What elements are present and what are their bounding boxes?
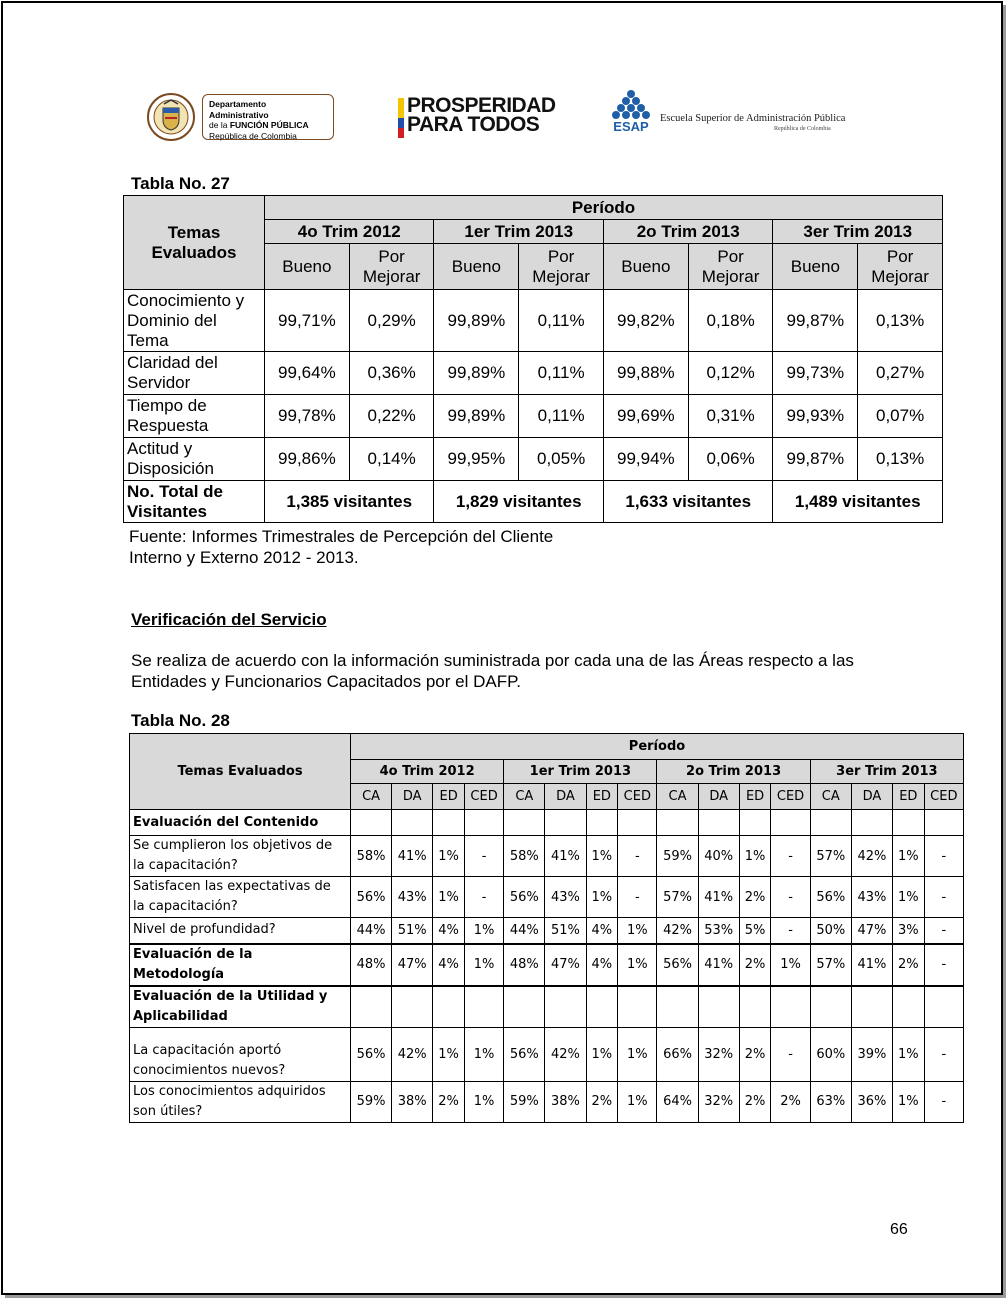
- t28-cell: 4%: [433, 944, 465, 986]
- t27-row-label: Tiempo de Respuesta: [124, 395, 265, 438]
- t27-total-3: 1,633 visitantes: [603, 481, 772, 523]
- t28-row-label: Se cumplieron los objetivos de la capacitación?: [130, 836, 351, 877]
- page-number: 66: [890, 1221, 908, 1238]
- t28-cell: -: [771, 1027, 810, 1081]
- t28-cell: 1%: [771, 944, 810, 986]
- t28-cell: 1%: [618, 944, 657, 986]
- t28-cell: 1%: [464, 1081, 503, 1122]
- t27-total-4: 1,489 visitantes: [773, 481, 943, 523]
- t28-sub-header: CED: [771, 784, 810, 810]
- t28-cell: [392, 810, 433, 836]
- t28-cell: 43%: [851, 877, 892, 918]
- table-row: [130, 1081, 964, 1122]
- t27-cell: 0,11%: [519, 352, 604, 395]
- t28-row-label: Nivel de profundidad?: [130, 918, 351, 944]
- t28-cell: -: [771, 836, 810, 877]
- t28-cell: [739, 810, 771, 836]
- prosperidad-logo: [398, 96, 558, 140]
- t28-cell: [698, 986, 739, 1028]
- table-28: [129, 733, 964, 1123]
- table-row: [130, 918, 964, 944]
- t27-cell: 0,18%: [688, 290, 773, 352]
- t28-cell: 1%: [586, 877, 618, 918]
- t27-cell: 99,69%: [603, 395, 688, 438]
- t28-cell: 32%: [698, 1027, 739, 1081]
- t28-cell: -: [618, 836, 657, 877]
- t27-cell: 0,36%: [349, 352, 434, 395]
- t28-cell: [351, 810, 392, 836]
- t28-sub-header: CA: [351, 784, 392, 810]
- table-row: [130, 1027, 964, 1081]
- t28-cell: 64%: [657, 1081, 698, 1122]
- t27-period-2: 1er Trim 2013: [434, 220, 603, 244]
- t28-cell: 1%: [618, 918, 657, 944]
- t28-row-label: Los conocimientos adquiridos son útiles?: [130, 1081, 351, 1122]
- table-row: [130, 877, 964, 918]
- t27-total-row: [124, 481, 943, 523]
- section-row: [130, 986, 964, 1028]
- t27-period-3: 2o Trim 2013: [603, 220, 772, 244]
- t27-body: [124, 290, 943, 481]
- t28-cell: [545, 986, 586, 1028]
- t28-sub-header: ED: [433, 784, 465, 810]
- t28-cell: -: [924, 1081, 963, 1122]
- t28-cell: [504, 810, 545, 836]
- dafp-line2-prefix: de la: [209, 120, 228, 130]
- t28-cell: 5%: [739, 918, 771, 944]
- table-row: [124, 352, 943, 395]
- t28-sub-header: CED: [618, 784, 657, 810]
- t28-sub-header: CA: [657, 784, 698, 810]
- section-heading: Verificación del Servicio: [131, 610, 327, 629]
- t28-cell: 56%: [504, 877, 545, 918]
- t27-cell: 99,64%: [265, 352, 350, 395]
- t28-cell: 1%: [892, 877, 924, 918]
- t28-cell: 1%: [892, 1081, 924, 1122]
- t28-cell: 2%: [739, 877, 771, 918]
- colombia-coat-of-arms-icon: [146, 92, 196, 142]
- t27-cell: 0,13%: [858, 438, 943, 481]
- t28-cell: 43%: [545, 877, 586, 918]
- t28-cell: 36%: [851, 1081, 892, 1122]
- t28-cell: 1%: [586, 836, 618, 877]
- t28-cell: 59%: [504, 1081, 545, 1122]
- t28-cell: 44%: [504, 918, 545, 944]
- t28-cell: 2%: [771, 1081, 810, 1122]
- t28-cell: 1%: [618, 1027, 657, 1081]
- t28-sub-header: ED: [892, 784, 924, 810]
- t27-cell: 0,31%: [688, 395, 773, 438]
- t28-cell: 2%: [433, 1081, 465, 1122]
- t28-body: [130, 810, 964, 1123]
- t28-corner-header: Temas Evaluados: [130, 734, 351, 810]
- t28-cell: 40%: [698, 836, 739, 877]
- t27-cell: 99,89%: [434, 395, 519, 438]
- t28-cell: [433, 810, 465, 836]
- dafp-name-box: [202, 94, 334, 140]
- t28-cell: [464, 986, 503, 1028]
- t27-sub-good: Bueno: [434, 244, 519, 290]
- t27-sub-good: Bueno: [603, 244, 688, 290]
- t27-period-header: Período: [265, 196, 943, 220]
- t28-cell: -: [771, 877, 810, 918]
- t28-cell: 48%: [351, 944, 392, 986]
- t28-cell: 2%: [586, 1081, 618, 1122]
- table27-caption: Tabla No. 27: [131, 174, 230, 193]
- t28-period-header: Período: [351, 734, 964, 760]
- table-row: [124, 438, 943, 481]
- prosperidad-line2: PARA TODOS: [407, 113, 540, 136]
- esap-name: Escuela Superior de Administración Pública: [660, 113, 846, 124]
- t27-sub-improve: Por Mejorar: [688, 244, 773, 290]
- t28-cell: 66%: [657, 1027, 698, 1081]
- t27-cell: 99,86%: [265, 438, 350, 481]
- table27-source: Fuente: Informes Trimestrales de Percepción del Cliente Interno y Externo 2012 - 2013.: [129, 527, 554, 567]
- t28-cell: [657, 810, 698, 836]
- t28-cell: [392, 986, 433, 1028]
- table28-caption: Tabla No. 28: [131, 711, 230, 730]
- t28-cell: [924, 810, 963, 836]
- t28-cell: -: [618, 877, 657, 918]
- t28-cell: 63%: [810, 1081, 851, 1122]
- t28-period-3: 2o Trim 2013: [657, 760, 810, 784]
- t28-cell: 3%: [892, 918, 924, 944]
- t28-cell: 56%: [504, 1027, 545, 1081]
- t28-cell: [504, 986, 545, 1028]
- t28-cell: [851, 986, 892, 1028]
- t28-row-label: La capacitación aportó conocimientos nuevos?: [130, 1027, 351, 1081]
- t28-cell: 2%: [739, 1081, 771, 1122]
- t28-cell: [771, 810, 810, 836]
- prosperidad-line1: PROSPERIDAD: [407, 94, 556, 117]
- t28-cell: -: [464, 836, 503, 877]
- t28-cell: [771, 986, 810, 1028]
- t28-cell: 42%: [657, 918, 698, 944]
- t28-cell: 51%: [392, 918, 433, 944]
- table-row: [124, 395, 943, 438]
- t27-cell: 99,93%: [773, 395, 858, 438]
- t28-cell: [586, 810, 618, 836]
- t27-row-label: Actitud y Disposición: [124, 438, 265, 481]
- t28-cell: 1%: [892, 1027, 924, 1081]
- t27-cell: 0,14%: [349, 438, 434, 481]
- t28-cell: 4%: [433, 918, 465, 944]
- header-logos: [0, 0, 1006, 170]
- dafp-line2-bold: FUNCIÓN PÚBLICA: [229, 120, 309, 130]
- t28-cell: -: [771, 918, 810, 944]
- t28-cell: -: [924, 1027, 963, 1081]
- t28-cell: [545, 810, 586, 836]
- t28-sub-header: DA: [545, 784, 586, 810]
- t28-cell: [586, 986, 618, 1028]
- t28-sub-header: CA: [504, 784, 545, 810]
- t28-cell: -: [924, 836, 963, 877]
- t27-cell: 99,87%: [773, 290, 858, 352]
- t28-cell: 53%: [698, 918, 739, 944]
- t28-cell: 1%: [464, 918, 503, 944]
- t28-cell: 56%: [351, 1027, 392, 1081]
- t28-cell: 57%: [810, 836, 851, 877]
- t27-cell: 0,12%: [688, 352, 773, 395]
- t28-sub-header: DA: [392, 784, 433, 810]
- section-paragraph: Se realiza de acuerdo con la información suministrada por cada una de las Áreas respecto a las Entidades y Funcionarios Capacitados por el DAFP.: [131, 651, 854, 691]
- t28-sub-header: CED: [464, 784, 503, 810]
- t28-row-label: Evaluación de la Metodología: [130, 944, 351, 986]
- t28-cell: 44%: [351, 918, 392, 944]
- t28-cell: 4%: [586, 944, 618, 986]
- esap-sub: República de Colombia: [774, 126, 831, 132]
- t28-cell: 56%: [657, 944, 698, 986]
- t28-cell: 2%: [739, 944, 771, 986]
- t28-cell: 38%: [545, 1081, 586, 1122]
- t28-cell: [810, 986, 851, 1028]
- t28-period-2: 1er Trim 2013: [504, 760, 657, 784]
- dafp-line1: Departamento Administrativo: [209, 99, 269, 120]
- t28-cell: 1%: [586, 1027, 618, 1081]
- t28-cell: 1%: [892, 836, 924, 877]
- t27-cell: 0,05%: [519, 438, 604, 481]
- t28-cell: [851, 810, 892, 836]
- t28-cell: 32%: [698, 1081, 739, 1122]
- t28-cell: 41%: [698, 877, 739, 918]
- t28-cell: [657, 986, 698, 1028]
- t28-cell: 4%: [586, 918, 618, 944]
- t27-row-label: Conocimiento y Dominio del Tema: [124, 290, 265, 352]
- t28-cell: 59%: [351, 1081, 392, 1122]
- t28-cell: 1%: [464, 944, 503, 986]
- t27-cell: 0,22%: [349, 395, 434, 438]
- t27-cell: 99,89%: [434, 352, 519, 395]
- t28-cell: 43%: [392, 877, 433, 918]
- t28-cell: 56%: [810, 877, 851, 918]
- t27-cell: 99,89%: [434, 290, 519, 352]
- t28-sub-header: DA: [851, 784, 892, 810]
- t27-row-label: Claridad del Servidor: [124, 352, 265, 395]
- t28-cell: -: [464, 877, 503, 918]
- t28-cell: 42%: [851, 836, 892, 877]
- t28-cell: 42%: [545, 1027, 586, 1081]
- t27-sub-improve: Por Mejorar: [858, 244, 943, 290]
- t27-cell: 0,13%: [858, 290, 943, 352]
- t27-cell: 0,29%: [349, 290, 434, 352]
- t28-cell: 57%: [657, 877, 698, 918]
- t28-row-label: Satisfacen las expectativas de la capacitación?: [130, 877, 351, 918]
- t28-cell: 58%: [351, 836, 392, 877]
- t27-total-2: 1,829 visitantes: [434, 481, 603, 523]
- table-27: [123, 195, 943, 523]
- t27-cell: 0,07%: [858, 395, 943, 438]
- t28-cell: 1%: [433, 877, 465, 918]
- t27-cell: 99,95%: [434, 438, 519, 481]
- t28-cell: 1%: [433, 1027, 465, 1081]
- table-row: [130, 836, 964, 877]
- esap-logo: [604, 88, 844, 138]
- t28-sub-header: CED: [924, 784, 963, 810]
- t27-cell: 99,82%: [603, 290, 688, 352]
- t28-cell: [433, 986, 465, 1028]
- t28-cell: 56%: [351, 877, 392, 918]
- t28-cell: 2%: [892, 944, 924, 986]
- t28-cell: [698, 810, 739, 836]
- t28-cell: 58%: [504, 836, 545, 877]
- t28-cell: -: [924, 944, 963, 986]
- t27-sub-improve: Por Mejorar: [519, 244, 604, 290]
- t28-cell: 41%: [698, 944, 739, 986]
- t28-cell: 42%: [392, 1027, 433, 1081]
- t27-cell: 99,71%: [265, 290, 350, 352]
- colombia-flag-stripe-icon: [398, 98, 406, 138]
- t28-cell: [892, 986, 924, 1028]
- t28-cell: 41%: [392, 836, 433, 877]
- t28-cell: 1%: [739, 836, 771, 877]
- dafp-logo: [146, 92, 336, 142]
- t28-cell: 60%: [810, 1027, 851, 1081]
- esap-acronym: ESAP: [613, 119, 649, 134]
- t27-total-1: 1,385 visitantes: [265, 481, 434, 523]
- t28-cell: [810, 810, 851, 836]
- t27-cell: 99,94%: [603, 438, 688, 481]
- t28-cell: 1%: [433, 836, 465, 877]
- t28-cell: 41%: [851, 944, 892, 986]
- t27-cell: 99,87%: [773, 438, 858, 481]
- t28-cell: 57%: [810, 944, 851, 986]
- t27-period-4: 3er Trim 2013: [773, 220, 943, 244]
- t28-cell: [618, 810, 657, 836]
- t28-cell: 59%: [657, 836, 698, 877]
- t28-cell: -: [924, 877, 963, 918]
- t28-cell: -: [924, 918, 963, 944]
- esap-dots-icon: [604, 88, 658, 134]
- t27-cell: 99,78%: [265, 395, 350, 438]
- t28-cell: [351, 986, 392, 1028]
- t27-sub-good: Bueno: [773, 244, 858, 290]
- t28-cell: [618, 986, 657, 1028]
- t27-cell: 0,06%: [688, 438, 773, 481]
- t28-cell: 47%: [392, 944, 433, 986]
- t28-cell: 47%: [851, 918, 892, 944]
- section-row: [130, 944, 964, 986]
- t27-sub-good: Bueno: [265, 244, 350, 290]
- dafp-line3: República de Colombia: [209, 130, 297, 141]
- t28-row-label: Evaluación de la Utilidad y Aplicabilidad: [130, 986, 351, 1028]
- t28-cell: 48%: [504, 944, 545, 986]
- t28-sub-header: ED: [586, 784, 618, 810]
- t28-cell: 38%: [392, 1081, 433, 1122]
- t28-cell: 41%: [545, 836, 586, 877]
- t27-cell: 0,27%: [858, 352, 943, 395]
- t28-cell: [739, 986, 771, 1028]
- section-row: [130, 810, 964, 836]
- t27-sub-improve: Por Mejorar: [349, 244, 434, 290]
- t28-cell: [924, 986, 963, 1028]
- t28-cell: 1%: [618, 1081, 657, 1122]
- t28-cell: 2%: [739, 1027, 771, 1081]
- t28-sub-header: CA: [810, 784, 851, 810]
- t28-period-4: 3er Trim 2013: [810, 760, 963, 784]
- t27-cell: 99,88%: [603, 352, 688, 395]
- t28-sub-header: ED: [739, 784, 771, 810]
- t27-cell: 0,11%: [519, 395, 604, 438]
- table-row: [124, 290, 943, 352]
- t28-period-1: 4o Trim 2012: [351, 760, 504, 784]
- t28-cell: 50%: [810, 918, 851, 944]
- t28-row-label: Evaluación del Contenido: [130, 810, 351, 836]
- t28-cell: 51%: [545, 918, 586, 944]
- t28-cell: 47%: [545, 944, 586, 986]
- t28-sub-header: DA: [698, 784, 739, 810]
- t28-cell: [464, 810, 503, 836]
- t27-cell: 0,11%: [519, 290, 604, 352]
- t27-cell: 99,73%: [773, 352, 858, 395]
- t28-cell: 1%: [464, 1027, 503, 1081]
- t27-total-label: No. Total de Visitantes: [124, 481, 265, 523]
- t28-cell: 39%: [851, 1027, 892, 1081]
- t27-period-1: 4o Trim 2012: [265, 220, 434, 244]
- t28-cell: [892, 810, 924, 836]
- t27-corner-header: Temas Evaluados: [124, 196, 265, 290]
